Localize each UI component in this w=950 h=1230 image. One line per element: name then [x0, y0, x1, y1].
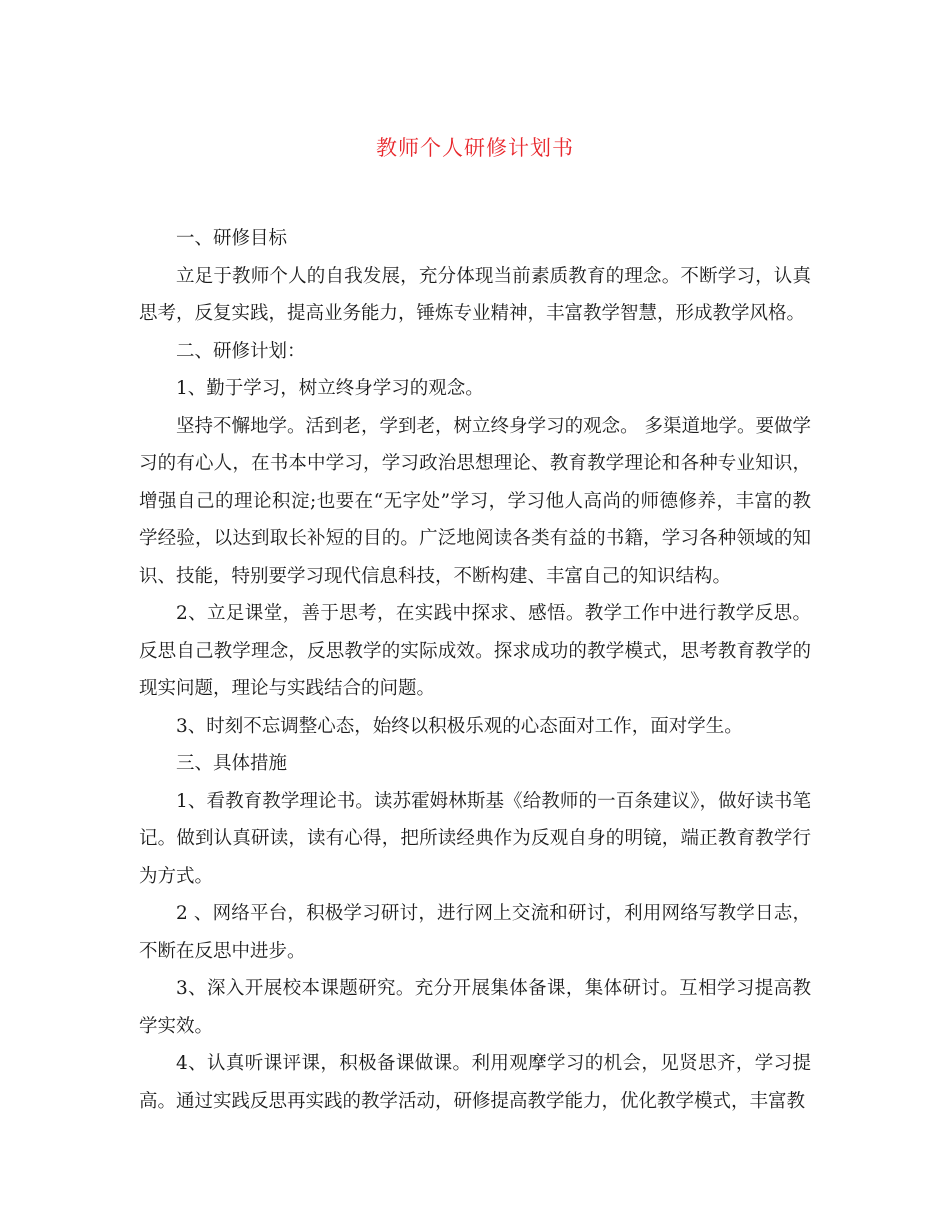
paragraph: 2 、网络平台，积极学习研讨，进行网上交流和研讨，利用网络写教学日志，不断在反思中进步。 — [139, 903, 811, 962]
section-heading-plan: 二、研修计划： — [176, 340, 306, 362]
document-body — [139, 220, 811, 1120]
document-title: 教师个人研修计划书 — [376, 136, 574, 160]
paragraph: 1、看教育教学理论书。读苏霍姆林斯基《给教师的一百条建议》，做好读书笔记。做到认真研读，读有心得，把所读经典作为反观自身的明镜，端正教育教学行为方式。 — [139, 790, 811, 887]
paragraph: 立足于教师个人的自我发展，充分体现当前素质教育的理念。不断学习，认真思考，反复实践，提高业务能力，锤炼专业精神，丰富教学智慧，形成教学风格。 — [139, 265, 811, 324]
paragraph: 坚持不懈地学。活到老，学到老，树立终身学习的观念。 多渠道地学。要做学习的有心人，在书本中学习，学习政治思想理论、教育教学理论和各种专业知识，增强自己的理论积淀;也要在“无字处”学习，学习他人高尚的师德修养，丰富的教学经验，以达到取长补短的目的。广泛地阅读各类有益的书籍，学习各种领域的知识、技能，特别要学习现代信息科技，不断构建、丰富自己的知识结构。 — [139, 415, 811, 587]
paragraph: 4、认真听课评课，积极备课做课。利用观摩学习的机会，见贤思齐，学习提高。通过实践反思再实践的教学活动，研修提高教学能力，优化教学模式，丰富教 — [139, 1053, 811, 1112]
section-heading-goals: 一、研修目标 — [176, 228, 288, 249]
paragraph: 3、时刻不忘调整心态，始终以积极乐观的心态面对工作，面对学生。 — [176, 715, 743, 737]
section-heading-measures: 三、具体措施 — [176, 753, 288, 774]
paragraph: 3、深入开展校本课题研究。充分开展集体备课，集体研讨。互相学习提高教学实效。 — [139, 978, 811, 1037]
paragraph: 1、勤于学习，树立终身学习的观念。 — [176, 378, 484, 399]
paragraph: 2、立足课堂，善于思考，在实践中探求、感悟。教学工作中进行教学反思。反思自己教学理念，反思教学的实际成效。探求成功的教学模式，思考教育教学的现实问题，理论与实践结合的问题。 — [139, 603, 811, 699]
